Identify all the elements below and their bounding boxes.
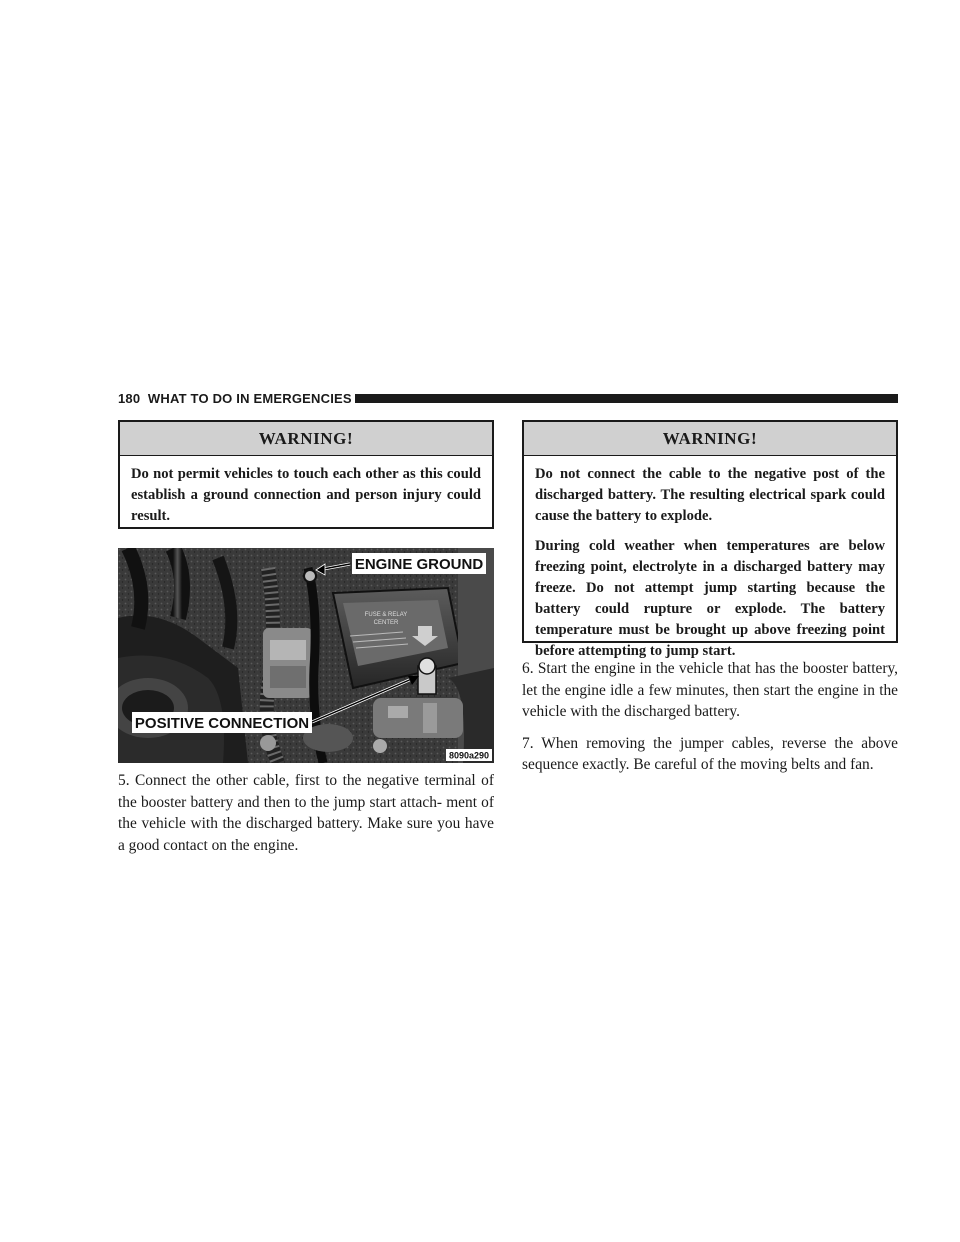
warning-body	[120, 456, 492, 537]
warning-box-negative-post	[522, 420, 898, 659]
relay-center-label: FUSE & RELAY	[364, 612, 408, 618]
header-text	[118, 391, 352, 407]
figure-code: 8090a290	[448, 750, 490, 761]
svg-text:CENTER: CENTER	[373, 620, 399, 626]
header-rule	[355, 394, 898, 403]
warning-title: WARNING!	[524, 422, 896, 456]
warning-box-vehicles-touching	[118, 420, 494, 529]
right-column-text	[522, 658, 898, 786]
step-6-paragraph: 6. Start the engine in the vehicle that has the booster battery, let the engine idle a few minutes, then start the engine in the vehicle with the discharged battery.	[522, 660, 898, 720]
warning-paragraph: Do not connect the cable to the negative post of the discharged battery. The resulting electrical spark could cause the battery to explode.	[535, 466, 885, 524]
engine-photo	[118, 548, 494, 763]
left-column-text	[118, 770, 494, 866]
warning-body	[524, 456, 896, 672]
section-title: WHAT TO DO IN EMERGENCIES	[147, 391, 352, 406]
warning-paragraph: During cold weather when temperatures are below freezing point, electrolyte in a discharged battery may freeze. Do not attempt jump starting because the battery could rupture or explode. The battery temperature must be brought up above freezing point before attempting to jump start.	[535, 538, 885, 659]
label-positive-connection: POSITIVE CONNECTION	[134, 715, 310, 732]
engine-photo-illustration	[118, 548, 494, 763]
page-number: 180	[118, 391, 141, 406]
label-engine-ground: ENGINE GROUND	[354, 556, 484, 573]
warning-paragraph: Do not permit vehicles to touch each other as this could establish a ground connection and person injury could result.	[131, 466, 481, 524]
step-5-paragraph: 5. Connect the other cable, first to the negative terminal of the booster battery and then to the jump start attach- ment of the vehicle with the discharged battery. Make sure you have a good contact on the engine.	[118, 772, 494, 854]
running-header	[118, 391, 898, 407]
warning-title: WARNING!	[120, 422, 492, 456]
step-7-paragraph: 7. When removing the jumper cables, reverse the above sequence exactly. Be careful of the moving belts and fan.	[522, 734, 898, 773]
